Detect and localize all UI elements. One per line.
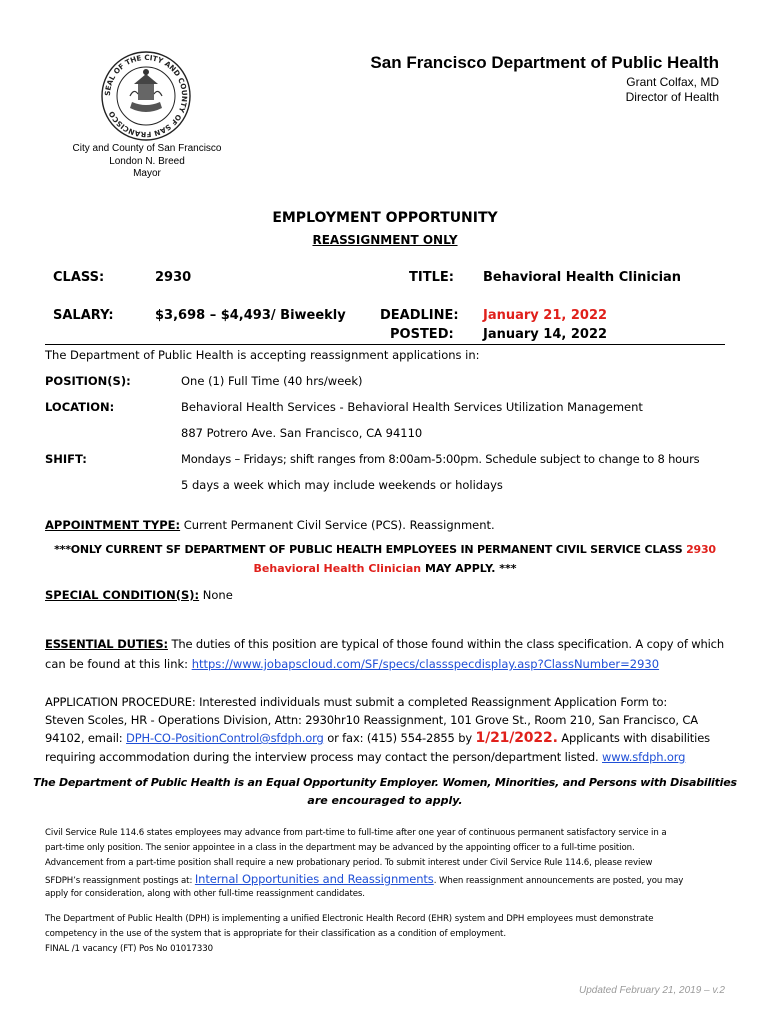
eligibility-line-1 [0,543,770,556]
page-subtitle: REASSIGNMENT ONLY [312,233,458,247]
duties-label: ESSENTIAL DUTIES: [45,637,168,651]
appointment-value: Current Permanent Civil Service (PCS). Reassignment. [180,518,495,532]
eeo-line-2: are encouraged to apply. [307,794,463,807]
page-title: EMPLOYMENT OPPORTUNITY [272,210,498,226]
director-title: Director of Health [625,90,719,104]
intro-text: The Department of Public Health is accepting reassignment applications in: [45,348,480,362]
city-name: City and County of San Francisco [72,143,222,154]
summary-divider [45,344,725,345]
salary-label: SALARY: [53,308,114,323]
civil-service-text-4b: . When reassignment announcements are posted, you may [433,876,684,886]
posted-value: January 14, 2022 [483,327,608,342]
position-value: One (1) Full Time (40 hrs/week) [181,374,363,388]
eligibility-class: 2930 [686,543,716,556]
duties-line-1 [45,637,724,651]
title-value: Behavioral Health Clinician [483,270,682,285]
org-title: San Francisco Department of Public Health [370,53,719,72]
footer-updated: Updated February 21, 2019 – v.2 [578,985,725,996]
application-text-3a: 94102, email: [45,731,127,745]
special-conditions [45,588,233,602]
duties-line-2 [45,657,659,671]
special-label: SPECIAL CONDITION(S): [45,588,200,602]
application-deadline: 1/21/2022. [475,730,558,746]
special-value: None [199,588,233,602]
application-text-3b: or fax: (415) 554-2855 by [323,731,476,745]
application-line-2: Steven Scoles, HR - Operations Division, Attn: 2930hr10 Reassignment, 101 Grove St., Room 210, San Francisco, CA [45,713,699,727]
civil-service-line-5: apply for consideration, along with other full-time reassignment candidates. [45,889,365,899]
duties-text-2: can be found at this link: [45,657,192,671]
shift-value-1: Mondays – Fridays; shift ranges from 8:00am-5:00pm. Schedule subject to change to 8 hours [181,452,700,466]
director-name: Grant Colfax, MD [626,75,719,89]
appointment-type [45,518,495,532]
civil-service-line-1: Civil Service Rule 114.6 states employees may advance from part-time to full-time after one year of continuous permanent satisfactory service in a [45,828,667,838]
posted-label: POSTED: [390,327,454,342]
civil-service-line-4 [45,872,683,886]
ehr-line-1: The Department of Public Health (DPH) is implementing a unified Electronic Health Record (EHR) system and DPH employees must demonstrate [45,914,654,924]
location-value-2: 887 Potrero Ave. San Francisco, CA 94110 [181,426,423,440]
shift-value-2: 5 days a week which may include weekends or holidays [181,478,503,492]
eligibility-tail: MAY APPLY. *** [421,562,517,575]
shift-label: SHIFT: [45,452,87,466]
eeo-line-1: The Department of Public Health is an Equal Opportunity Employer. Women, Minorities, and Persons with Disabilities [33,776,737,789]
position-label: POSITION(S): [45,374,131,388]
svg-text:SEAL OF THE CITY AND COUNTY OF: SEAL OF THE CITY AND COUNTY OF SAN FRANCISCO [102,52,190,140]
application-line-3 [45,730,710,746]
website-link[interactable]: www.sfdph.org [602,750,686,764]
duties-text: The duties of this position are typical of those found within the class specification. A copy of which [167,637,724,651]
class-value: 2930 [155,270,192,285]
deadline-label: DEADLINE: [380,308,459,323]
internal-opportunities-link[interactable]: Internal Opportunities and Reassignments [194,872,434,886]
ehr-line-2: competency in the use of the system that is appropriate for their classification as a condition of employment. [45,929,506,939]
mayor-name: London N. Breed [109,156,185,167]
ehr-line-3: FINAL /1 vacancy (FT) Pos No 01017330 [45,944,214,954]
application-line-4 [45,750,685,764]
eligibility-text: ***ONLY CURRENT SF DEPARTMENT OF PUBLIC HEALTH EMPLOYEES IN PERMANENT CIVIL SERVICE CLASS [54,543,687,556]
location-label: LOCATION: [45,400,115,414]
class-spec-link[interactable]: https://www.jobapscloud.com/SF/specs/classspecdisplay.asp?ClassNumber=2930 [191,657,660,671]
mayor-title: Mayor [133,168,161,179]
city-seal-logo [100,50,192,142]
civil-service-line-2: part-time only position. The senior appointee in a class in the department may be advanced by the appointing officer to a full-time position. [45,843,635,853]
application-text-3c: Applicants with disabilities [557,731,710,745]
eligibility-line-2 [0,562,770,575]
application-text-4: requiring accommodation during the interview process may contact the person/department listed. [45,750,603,764]
email-link[interactable]: DPH-CO-PositionControl@sfdph.org [126,731,324,745]
application-line-1: APPLICATION PROCEDURE: Interested individuals must submit a completed Reassignment Application Form to: [45,695,668,709]
class-label: CLASS: [53,270,105,285]
appointment-label: APPOINTMENT TYPE: [45,518,181,532]
title-label: TITLE: [409,270,454,285]
civil-service-text-4a: SFDPH’s reassignment postings at: [45,876,195,886]
civil-service-line-3: Advancement from a part-time position shall require a new probationary period. To submit interest under Civil Service Rule 114.6, please review [45,858,653,868]
eligibility-title: Behavioral Health Clinician [253,562,422,575]
deadline-value: January 21, 2022 [483,308,608,323]
location-value-1: Behavioral Health Services - Behavioral Health Services Utilization Management [181,400,643,414]
salary-value: $3,698 – $4,493/ Biweekly [155,308,346,323]
